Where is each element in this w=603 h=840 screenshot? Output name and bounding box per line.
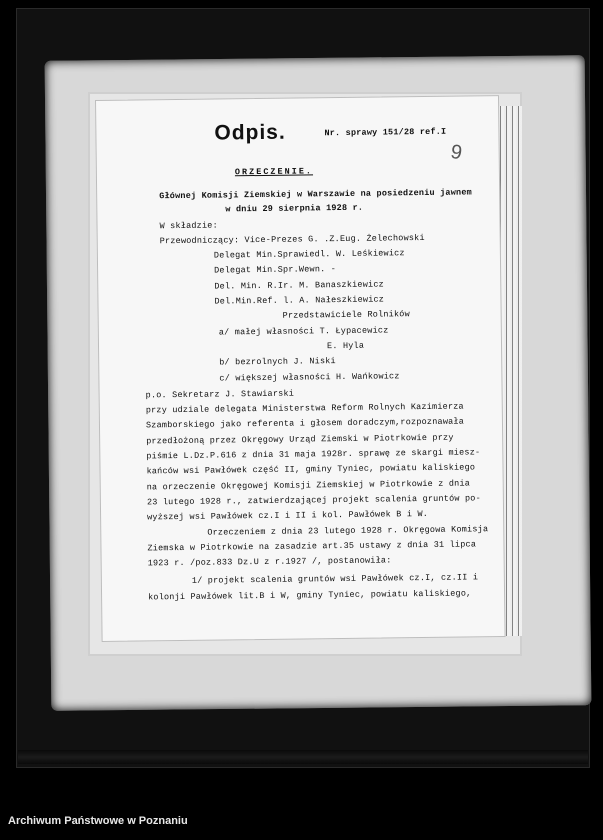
archive-caption: Archiwum Państwowe w Poznaniu	[8, 815, 188, 827]
film-strip	[18, 750, 588, 764]
text-line: wyższej wsi Pawłówek cz.I i II i kol. Pawłówek B i W.	[147, 508, 429, 523]
text-line: Del.Min.Ref. l. A. Nałeszkiewicz	[214, 294, 385, 307]
case-number: Nr. sprawy 151/28 ref.I	[324, 126, 447, 139]
text-line: w dniu 29 sierpnia 1928 r.	[225, 202, 364, 215]
text-line: E. Hyla	[326, 340, 365, 352]
document-page	[95, 95, 506, 642]
text-line: Przedstawiciele Rolników	[282, 309, 410, 321]
text-line: Głównej Komisji Ziemskiej w Warszawie na posiedzeniu jawnem	[159, 187, 472, 202]
page-number: 9	[449, 140, 464, 165]
text-line: Orzeczeniem z dnia 23 lutego 1928 r. Okręgowa Komisja	[207, 524, 489, 538]
text-line: 1/ projekt scalenia gruntów wsi Pawłówek cz.I, cz.II i	[191, 572, 479, 586]
document-title: ORZECZENIE.	[234, 166, 314, 178]
text-line: piśmie L.Dz.P.616 z dnia 31 maja 1928r. sprawę ze skargi miesz-	[146, 447, 481, 462]
text-line: Delegat Min.Sprawiedl. W. Leśkiewicz	[213, 248, 405, 261]
text-line: 1923 r. /poz.833 Dz.U z r.1927 /, postanowiła:	[147, 555, 392, 569]
text-line: W składzie:	[159, 220, 218, 232]
text-line: Delegat Min.Spr.Wewn. -	[214, 264, 337, 276]
text-line: kańców wsi Pawłówek część II, gminy Tyniec, powiatu kaliskiego	[146, 462, 476, 477]
text-line: c/ większej własności H. Wańkowicz	[219, 371, 400, 384]
document-heading: Odpis.	[214, 120, 286, 145]
text-line: Ziemska w Piotrkowie na zasadzie art.35 ustawy z dnia 31 lipca	[147, 539, 477, 554]
text-line: kolonji Pawłówek lit.B i W, gminy Tyniec, powiatu kaliskiego,	[148, 588, 472, 603]
text-line: Szamborskiego jako referenta i głosem doradczym,rozpoznawała	[145, 416, 465, 431]
text-line: na orzeczenie Okręgowej Komisji Ziemskiej w Piotrkowie z dnia	[146, 478, 471, 493]
text-line: przedłożoną przez Okręgowy Urząd Ziemski w Piotrkowie przy	[146, 432, 454, 447]
text-line: Del. Min. R.Ir. M. Banaszkiewicz	[214, 279, 384, 292]
text-line: Przewodniczący: Vice-Prezes G. .Z.Eug. Żelechowski	[159, 232, 425, 247]
text-line: p.o. Sekretarz J. Stawiarski	[145, 388, 295, 401]
text-line: b/ bezrolnych J. Niski	[219, 356, 336, 368]
text-line: przy udziale delegata Ministerstwa Reform Rolnych Kazimierza	[145, 401, 464, 416]
text-line: a/ małej własności T. Łypacewicz	[218, 325, 389, 338]
text-line: 23 lutego 1928 r., zatwierdzającej projekt scalenia gruntów po-	[146, 493, 481, 508]
